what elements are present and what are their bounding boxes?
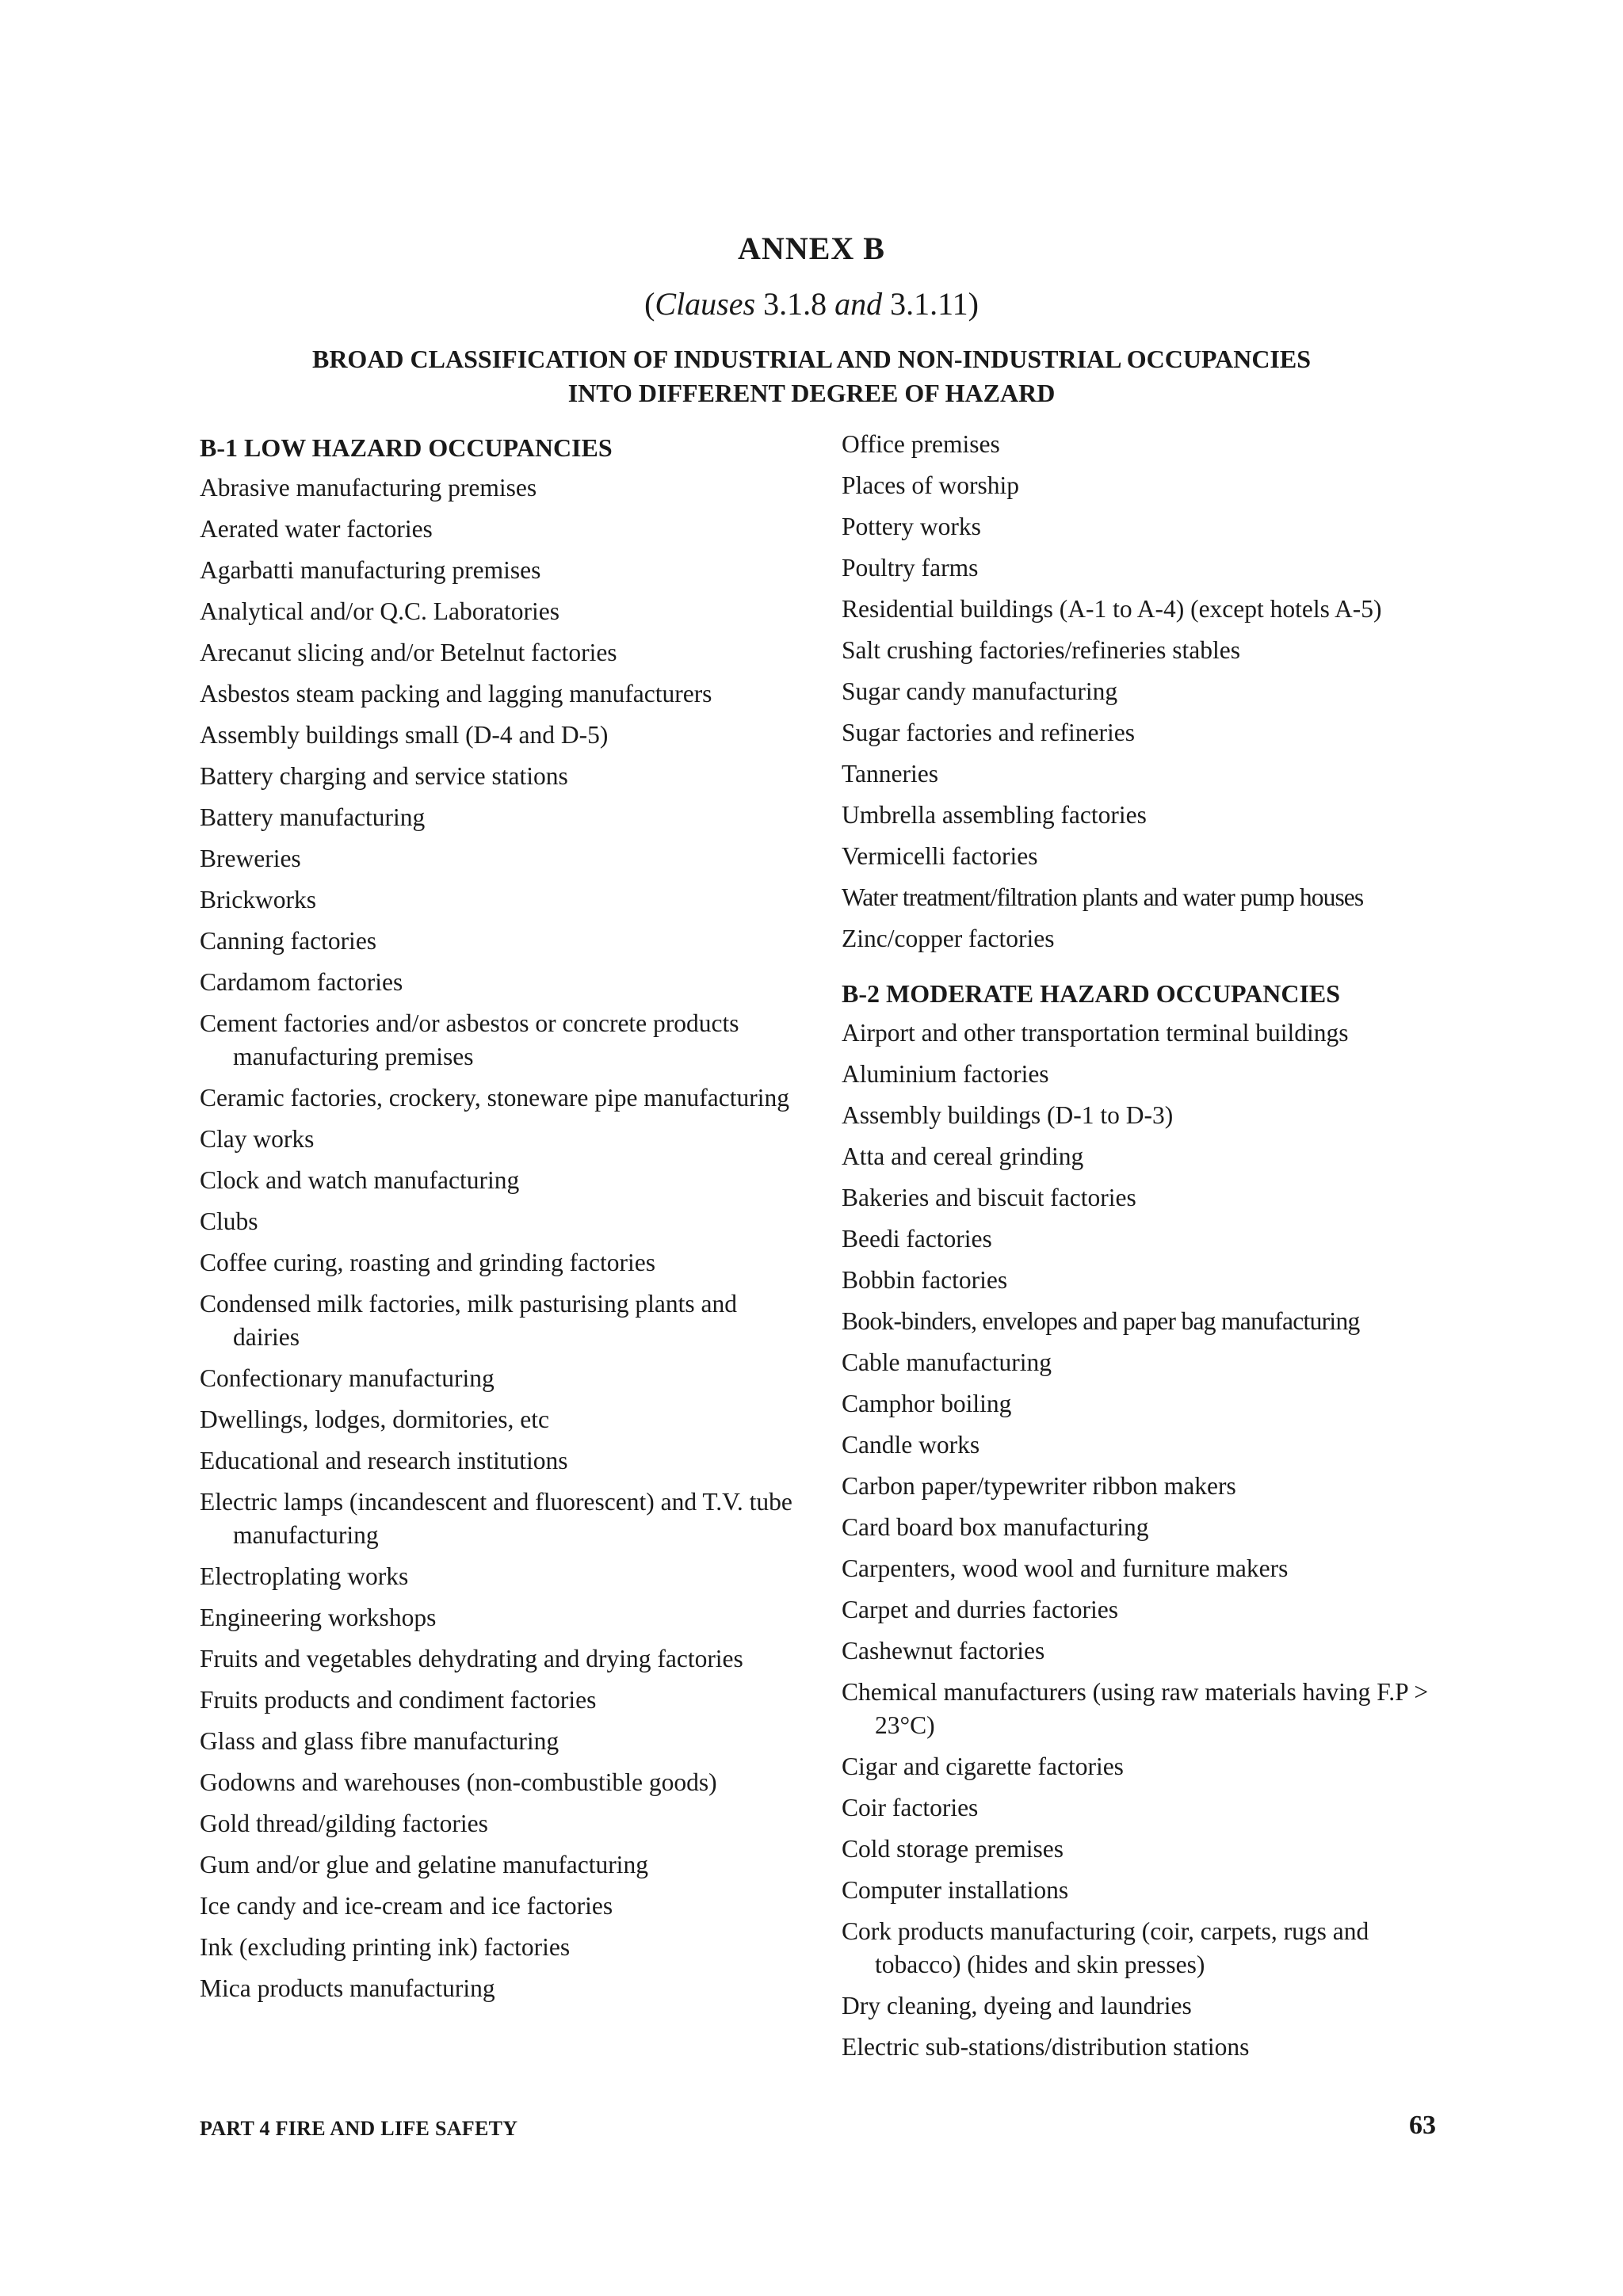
list-item: Mica products manufacturing <box>200 1974 495 2002</box>
list-item: Camphor boiling <box>842 1390 1012 1417</box>
list-item: Computer installations <box>842 1876 1069 1904</box>
annex-title: ANNEX B <box>738 231 885 266</box>
moderate-hazard-list <box>842 1016 1438 2068</box>
list-item: Cashewnut factories <box>842 1637 1045 1665</box>
list-item: Assembly buildings small (D-4 and D-5) <box>200 721 609 749</box>
list-item: Zinc/copper factories <box>842 925 1055 952</box>
list-item: Agarbatti manufacturing premises <box>200 556 541 584</box>
list-item: Asbestos steam packing and lagging manufacturers <box>200 680 712 707</box>
list-item: Godowns and warehouses (non-combustible goods) <box>200 1768 717 1796</box>
list-item: Condensed milk factories, milk pasturising plants and dairies <box>200 1290 738 1351</box>
list-item: Sugar factories and refineries <box>842 719 1135 746</box>
list-item: Educational and research institutions <box>200 1447 568 1474</box>
list-item: Battery manufacturing <box>200 803 426 831</box>
list-item: Book-binders, envelopes and paper bag manufacturing <box>842 1307 1360 1335</box>
list-item: Aluminium factories <box>842 1060 1049 1088</box>
list-item: Airport and other transportation terminal buildings <box>842 1019 1349 1047</box>
list-item: Brickworks <box>200 886 316 913</box>
list-item: Ink (excluding printing ink) factories <box>200 1933 571 1961</box>
list-item: Coir factories <box>842 1794 979 1821</box>
list-item: Bakeries and biscuit factories <box>842 1184 1136 1211</box>
list-item: Ice candy and ice-cream and ice factories <box>200 1892 613 1920</box>
list-item: Tanneries <box>842 760 938 788</box>
list-item: Chemical manufacturers (using raw materials having F.P > 23°C) <box>842 1678 1429 1739</box>
low-hazard-heading: B-1 LOW HAZARD OCCUPANCIES <box>200 433 613 462</box>
list-item: Carbon paper/typewriter ribbon makers <box>842 1472 1236 1500</box>
list-item: Canning factories <box>200 927 377 955</box>
list-item: Carpenters, wood wool and furniture makers <box>842 1554 1289 1582</box>
low-hazard-list-continued <box>842 428 1438 959</box>
list-item: Cold storage premises <box>842 1835 1064 1863</box>
list-item: Aerated water factories <box>200 515 433 543</box>
list-item: Ceramic factories, crockery, stoneware pipe manufacturing <box>200 1084 789 1112</box>
list-item: Coffee curing, roasting and grinding factories <box>200 1249 655 1276</box>
list-item: Electric lamps (incandescent and fluorescent) and T.V. tube manufacturing <box>200 1488 792 1549</box>
list-item: Card board box manufacturing <box>842 1513 1149 1541</box>
list-item: Office premises <box>842 430 1000 458</box>
list-item: Assembly buildings (D-1 to D-3) <box>842 1101 1174 1129</box>
list-item: Cable manufacturing <box>842 1348 1052 1376</box>
list-item: Glass and glass fibre manufacturing <box>200 1727 559 1755</box>
list-item: Fruits products and condiment factories <box>200 1686 597 1714</box>
list-item: Residential buildings (A-1 to A-4) (except hotels A-5) <box>842 595 1382 623</box>
list-item: Arecanut slicing and/or Betelnut factories <box>200 639 617 666</box>
list-item: Bobbin factories <box>842 1266 1008 1294</box>
list-item: Carpet and durries factories <box>842 1596 1118 1623</box>
list-item: Pottery works <box>842 513 981 540</box>
list-item: Battery charging and service stations <box>200 762 568 790</box>
list-item: Cork products manufacturing (coir, carpets, rugs and tobacco) (hides and skin presses) <box>842 1917 1369 1978</box>
list-item: Vermicelli factories <box>842 842 1038 870</box>
list-item: Electric sub-stations/distribution stations <box>842 2033 1250 2061</box>
list-item: Breweries <box>200 845 301 872</box>
list-item: Places of worship <box>842 471 1019 499</box>
list-item: Atta and cereal grinding <box>842 1142 1084 1170</box>
left-column <box>200 428 796 2009</box>
clauses-reference: (Clauses 3.1.8 and 3.1.11) <box>644 286 979 322</box>
classification-heading <box>0 342 1623 410</box>
footer-part-title: PART 4 FIRE AND LIFE SAFETY <box>200 2117 518 2140</box>
list-item: Cigar and cigarette factories <box>842 1753 1124 1780</box>
list-item: Clock and watch manufacturing <box>200 1166 520 1194</box>
list-item: Salt crushing factories/refineries stables <box>842 636 1240 664</box>
list-item: Cement factories and/or asbestos or concrete products manufacturing premises <box>200 1009 739 1070</box>
list-item: Umbrella assembling factories <box>842 801 1147 829</box>
list-item: Engineering workshops <box>200 1604 437 1631</box>
page-number: 63 <box>1409 2111 1436 2140</box>
list-item: Sugar candy manufacturing <box>842 677 1118 705</box>
list-item: Beedi factories <box>842 1225 992 1253</box>
low-hazard-list <box>200 467 796 2009</box>
list-item: Gum and/or glue and gelatine manufacturing <box>200 1851 648 1878</box>
list-item: Poultry farms <box>842 554 979 582</box>
list-item: Confectionary manufacturing <box>200 1364 495 1392</box>
right-column <box>842 428 1438 2068</box>
heading-line-2: INTO DIFFERENT DEGREE OF HAZARD <box>567 379 1056 407</box>
list-item: Clay works <box>200 1125 315 1153</box>
list-item: Abrasive manufacturing premises <box>200 474 537 502</box>
list-item: Cardamom factories <box>200 968 403 996</box>
list-item: Gold thread/gilding factories <box>200 1810 488 1837</box>
list-item: Electroplating works <box>200 1562 409 1590</box>
heading-line-1: BROAD CLASSIFICATION OF INDUSTRIAL AND NON-INDUSTRIAL OCCUPANCIES <box>311 345 1312 373</box>
list-item: Dwellings, lodges, dormitories, etc <box>200 1405 549 1433</box>
list-item: Clubs <box>200 1207 258 1235</box>
list-item: Candle works <box>842 1431 980 1459</box>
list-item: Fruits and vegetables dehydrating and drying factories <box>200 1645 743 1672</box>
moderate-hazard-heading: B-2 MODERATE HAZARD OCCUPANCIES <box>842 979 1341 1008</box>
list-item: Water treatment/filtration plants and water pump houses <box>842 883 1364 911</box>
list-item: Dry cleaning, dyeing and laundries <box>842 1992 1192 2019</box>
list-item: Analytical and/or Q.C. Laboratories <box>200 597 559 625</box>
